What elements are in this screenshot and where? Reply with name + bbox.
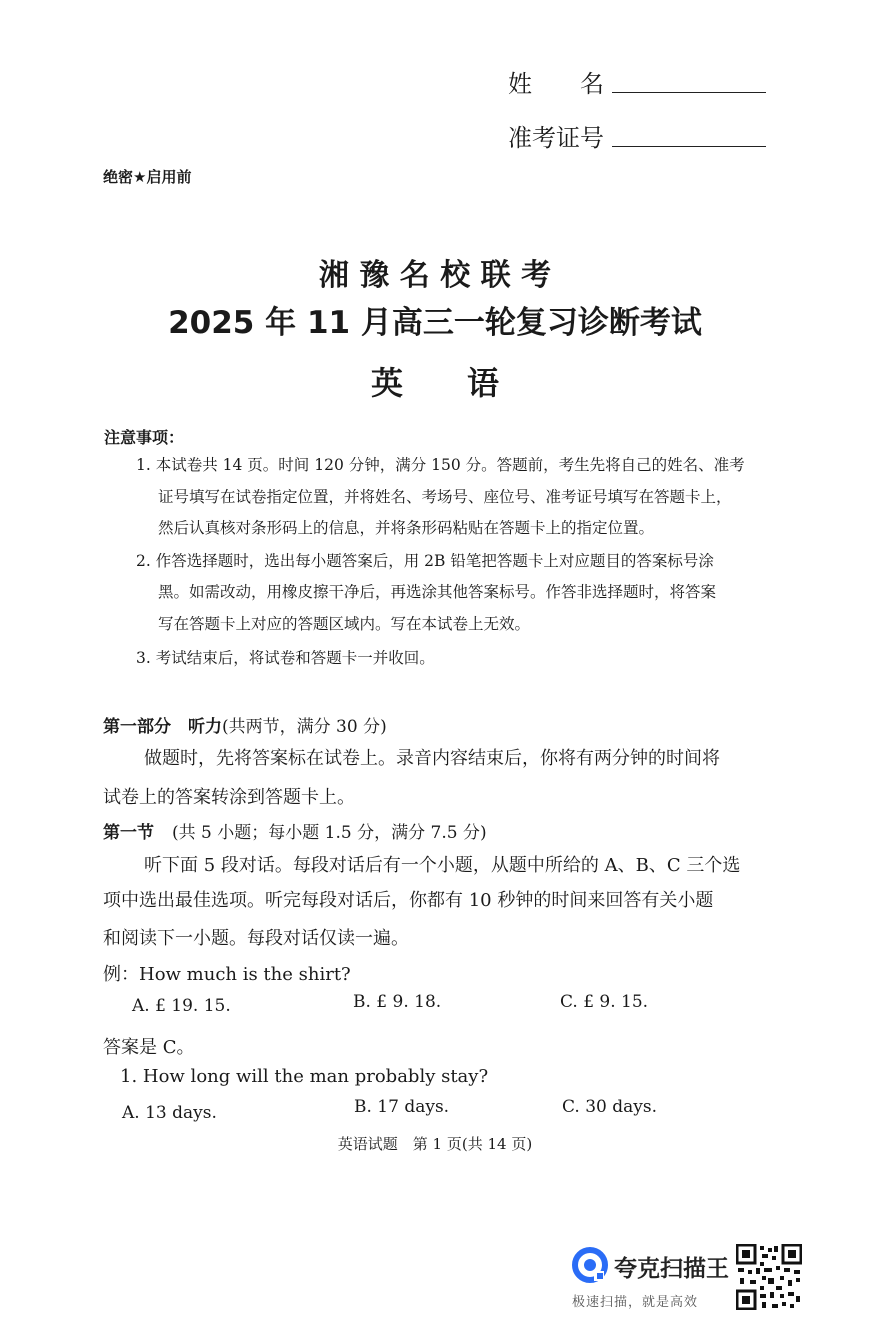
scanner-brand: 夸克扫描王: [614, 1256, 729, 1282]
confidential-label: 绝密★启用前: [103, 168, 192, 186]
exam-title: 2025 年 11 月高三一轮复习诊断考试: [168, 305, 702, 341]
section1-heading-text: 第一节: [103, 823, 154, 843]
section1-heading: [103, 818, 487, 843]
section1-line: 项中选出最佳选项。听完每段对话后，你都有 10 秒钟的时间来回答有关小题: [103, 890, 714, 911]
example-option-b: B. £ 9. 18.: [353, 992, 442, 1012]
note-line: 黑。如需改动，用橡皮擦干净后，再选涂其他答案标号。作答非选择题时，将答案: [158, 583, 717, 601]
part1-intro-line: 试卷上的答案转涂到答题卡上。: [103, 787, 355, 808]
qr-code-icon: [736, 1244, 802, 1310]
part1-intro-line: 做题时，先将答案标在试卷上。录音内容结束后，你将有两分钟的时间将: [144, 748, 720, 769]
note-line: 然后认真核对条形码上的信息，并将条形码粘贴在答题卡上的指定位置。: [158, 519, 655, 537]
question-1: 1. How long will the man probably stay?: [120, 1066, 489, 1087]
notes-heading: 注意事项：: [104, 428, 185, 447]
note-line: 2. 作答选择题时，选出每小题答案后，用 2B 铅笔把答题卡上对应题目的答案标号涂: [136, 552, 714, 570]
note-line: 3. 考试结束后，将试卷和答题卡一并收回。: [136, 649, 435, 667]
example-answer: 答案是 C。: [103, 1037, 195, 1058]
part1-heading: [103, 712, 387, 737]
q1-option-c: C. 30 days.: [562, 1097, 657, 1117]
example-option-a: A. £ 19. 15.: [132, 996, 231, 1016]
exam-org-title: 湘 豫 名 校 联 考: [318, 258, 552, 293]
part1-heading-text: 第一部分 听力: [103, 717, 222, 737]
name-blank: [612, 92, 766, 93]
note-line: 证号填写在试卷指定位置，并将姓名、考场号、座位号、准考证号填写在答题卡上，: [158, 488, 732, 506]
example-option-c: C. £ 9. 15.: [560, 992, 649, 1012]
scanner-logo-icon: [572, 1247, 608, 1283]
section1-line: 听下面 5 段对话。每段对话后有一个小题，从题中所给的 A、B、C 三个选: [144, 855, 741, 876]
section1-heading-note: (共 5 小题；每小题 1.5 分，满分 7.5 分): [172, 823, 487, 843]
name-label: 姓 名: [508, 70, 604, 98]
example-question: 例：How much is the shirt?: [103, 964, 351, 985]
q1-option-a: A. 13 days.: [122, 1103, 217, 1123]
id-blank: [612, 146, 766, 147]
part1-heading-note: (共两节，满分 30 分): [222, 717, 387, 737]
note-line: 写在答题卡上对应的答题区域内。写在本试卷上无效。: [158, 615, 531, 633]
id-label: 准考证号: [508, 124, 604, 152]
subject-title: 英 语: [370, 364, 499, 402]
note-line: 1. 本试卷共 14 页。时间 120 分钟，满分 150 分。答题前，考生先将自己的姓名、准考: [136, 456, 745, 474]
section1-line: 和阅读下一小题。每段对话仅读一遍。: [103, 928, 409, 949]
q1-option-b: B. 17 days.: [354, 1097, 450, 1117]
scanner-slogan: 极速扫描，就是高效: [572, 1295, 699, 1310]
page-footer: 英语试题 第 1 页(共 14 页): [337, 1135, 533, 1153]
